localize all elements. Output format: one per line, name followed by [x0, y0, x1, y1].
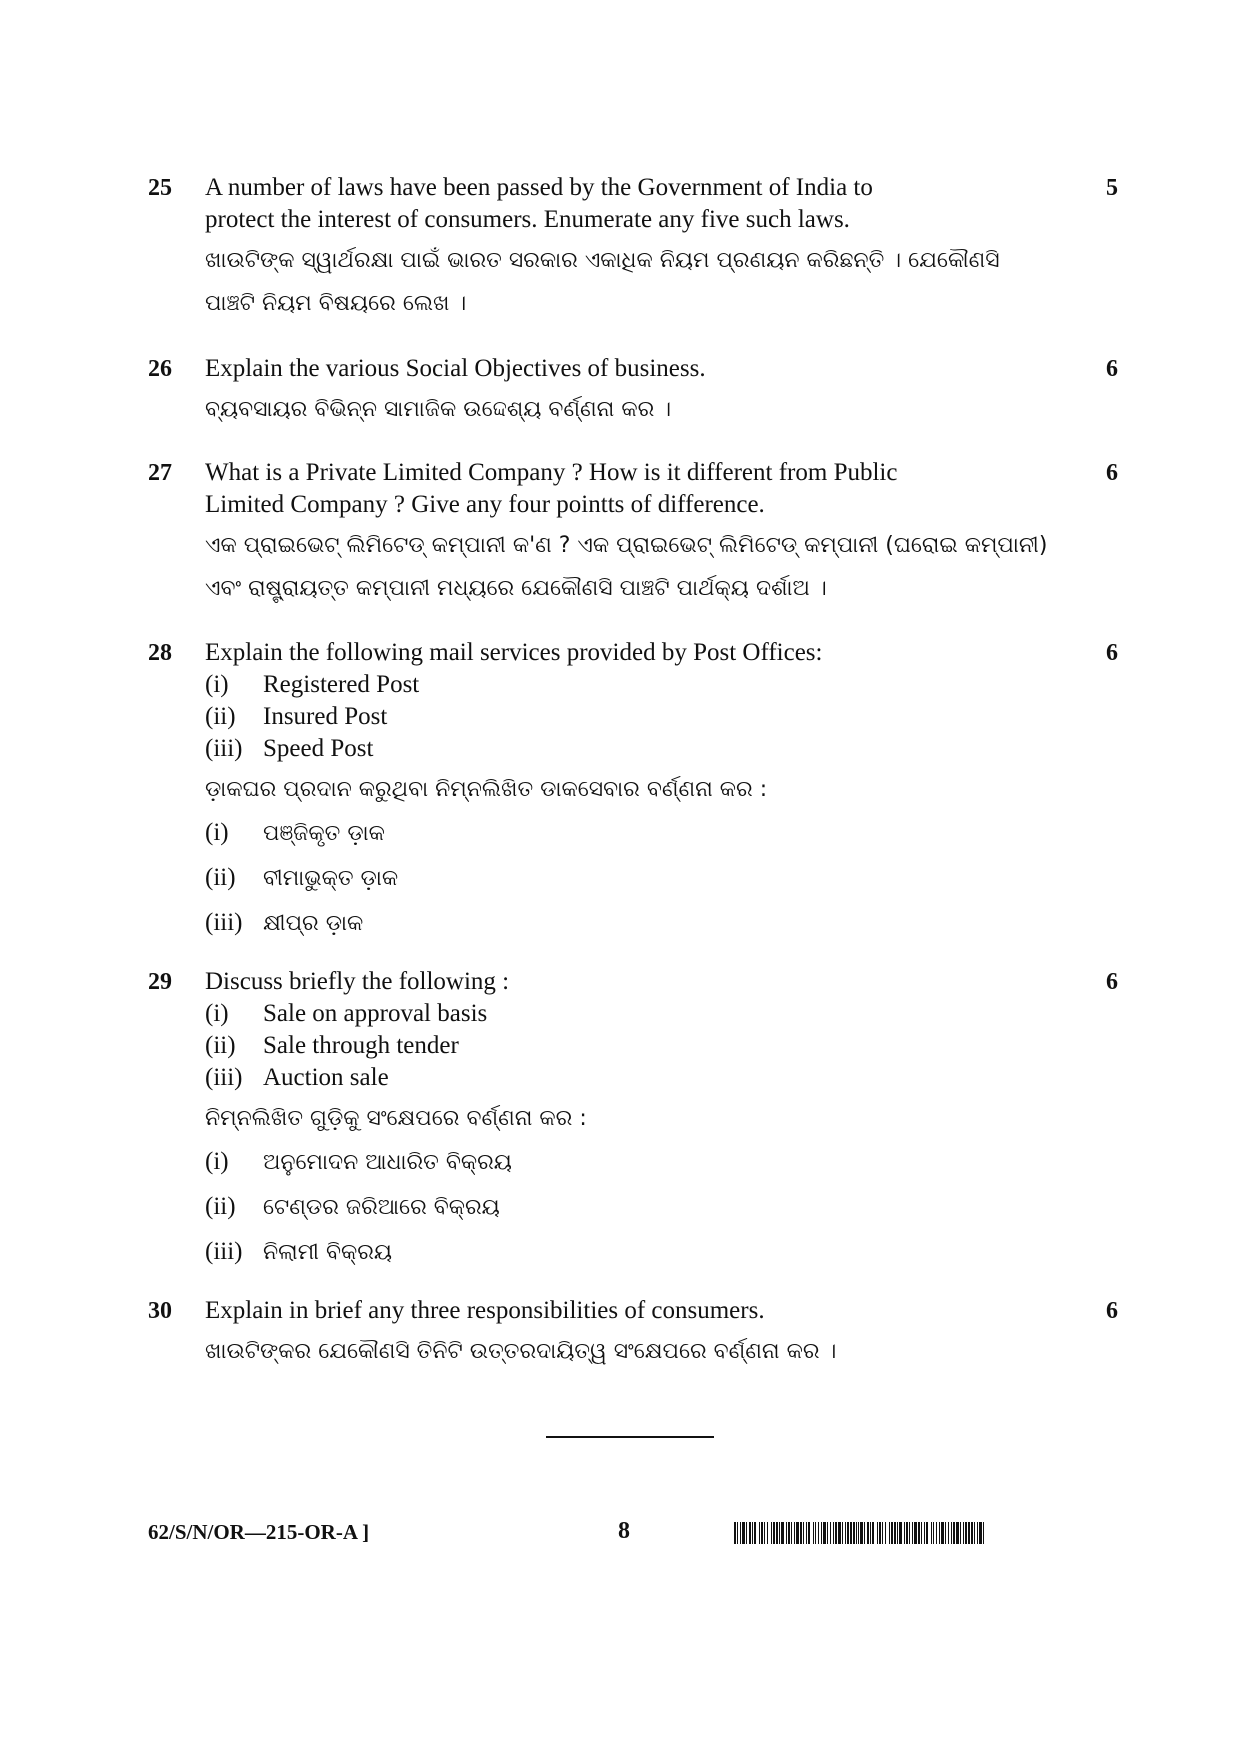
sub-item-text: Registered Post	[263, 671, 420, 698]
sub-item-label: (i)	[205, 1000, 229, 1027]
question-marks: 6	[1106, 640, 1118, 666]
question-marks: 6	[1106, 356, 1118, 382]
sub-item-en	[205, 701, 1045, 733]
sub-item-or	[205, 1230, 1045, 1275]
question-number: 27	[148, 460, 172, 486]
question-text-or: ଖାଉଟିଙ୍କର ଯେକୌଣସି ତିନିଟି ଉତ୍ତରଦାୟିତ୍ୱ ସଂକ୍ଷେପରେ ବର୍ଣ୍ଣନା କର ।	[205, 1339, 837, 1364]
question-body	[205, 637, 1045, 946]
sub-item-label: (i)	[205, 1148, 229, 1175]
question-text-or: ଏକ ପ୍ରାଇଭେଟ୍ ଲିମିଟେଡ୍ କମ୍ପାନୀ କ'ଣ ? ଏକ ପ୍ରାଇଭେଟ୍ ଲିମିଟେଡ୍ କମ୍ପାନୀ (ଘରୋଇ କମ୍ପାନୀ)	[205, 533, 1048, 558]
sub-item-or	[205, 901, 1045, 946]
sub-item-en	[205, 669, 1045, 701]
question-text-or: ପାଞ୍ଚଟି ନିୟମ ବିଷୟରେ ଲେଖ ।	[205, 291, 467, 316]
question-text-en: What is a Private Limited Company ? How is it different from Public	[205, 459, 898, 486]
question-text-or: ଖାଉଟିଙ୍କ ସ୍ୱାର୍ଥରକ୍ଷା ପାଇଁ ଭାରତ ସରକାର ଏକାଧିକ ନିୟମ ପ୍ରଣୟନ କରିଛନ୍ତି । ଯେକୌଣସି	[205, 248, 1000, 273]
sub-item-label: (ii)	[205, 1193, 236, 1220]
sub-item-en	[205, 998, 1045, 1030]
question-text-en: Explain the following mail services provided by Post Offices:	[205, 639, 823, 666]
question-marks: 6	[1106, 969, 1118, 995]
end-rule	[546, 1436, 714, 1438]
question-text-or: ଡ଼ାକଘର ପ୍ରଦାନ କରୁଥିବା ନିମ୍ନଲିଖିତ ଡାକସେବାର ବର୍ଣ୍ଣନା କର :	[205, 777, 768, 802]
sub-item-text: Sale on approval basis	[263, 1000, 488, 1027]
question-number: 30	[148, 1298, 172, 1324]
sub-item-text: ବୀମାଭୁକ୍ତ ଡ଼ାକ	[263, 866, 399, 891]
sub-item-text: କ୍ଷୀପ୍ର ଡ଼ାକ	[263, 911, 364, 936]
barcode-bar	[984, 1522, 986, 1544]
question-body	[205, 1295, 1045, 1373]
question-text-en: A number of laws have been passed by the Government of India to	[205, 174, 873, 201]
sub-item-text: Speed Post	[263, 735, 374, 762]
sub-item-label: (ii)	[205, 703, 236, 730]
sub-item-text: Sale through tender	[263, 1032, 459, 1059]
sub-item-label: (i)	[205, 671, 229, 698]
sub-item-label: (ii)	[205, 864, 236, 891]
question-text-or: ନିମ୍ନଲିଖିତ ଗୁଡ଼ିକୁ ସଂକ୍ଷେପରେ ବର୍ଣ୍ଣନା କର :	[205, 1106, 587, 1131]
sub-item-or	[205, 1185, 1045, 1230]
question-number: 28	[148, 640, 172, 666]
question-body	[205, 172, 1045, 325]
question-number: 29	[148, 969, 172, 995]
sub-item-text: Insured Post	[263, 703, 388, 730]
barcode-icon	[734, 1522, 986, 1544]
sub-item-label: (iii)	[205, 1064, 243, 1091]
page-number: 8	[618, 1518, 630, 1544]
sub-item-label: (ii)	[205, 1032, 236, 1059]
question-text-or: ଏବଂ ରାଷ୍ଟ୍ରାୟତ୍ତ କମ୍ପାନୀ ମଧ୍ୟରେ ଯେକୌଣସି ପାଞ୍ଚଟି ପାର୍ଥକ୍ୟ ଦର୍ଶାଅ ।	[205, 576, 827, 601]
question-body	[205, 353, 1045, 431]
sub-item-text: ଅନୁମୋଦନ ଆଧାରିତ ବିକ୍ରୟ	[263, 1150, 512, 1175]
sub-item-label: (i)	[205, 819, 229, 846]
question-number: 26	[148, 356, 172, 382]
question-text-en: Explain in brief any three responsibilities of consumers.	[205, 1297, 765, 1324]
sub-item-text: ଟେଣ୍ଡର ଜରିଆରେ ବିକ୍ରୟ	[263, 1195, 500, 1220]
question-marks: 6	[1106, 1298, 1118, 1324]
question-text-en: Explain the various Social Objectives of business.	[205, 355, 706, 382]
question-text-en: Limited Company ? Give any four pointts of difference.	[205, 491, 765, 518]
question-number: 25	[148, 175, 172, 201]
sub-item-or	[205, 1140, 1045, 1185]
sub-item-label: (iii)	[205, 909, 243, 936]
question-body	[205, 966, 1045, 1275]
sub-item-or	[205, 856, 1045, 901]
sub-item-en	[205, 1062, 1045, 1094]
question-text-en: Discuss briefly the following :	[205, 968, 510, 995]
sub-item-text: ନିଲାମୀ ବିକ୍ରୟ	[263, 1240, 393, 1265]
sub-item-or	[205, 811, 1045, 856]
sub-item-text: Auction sale	[263, 1064, 389, 1091]
sub-item-label: (iii)	[205, 1238, 243, 1265]
sub-item-en	[205, 1030, 1045, 1062]
sub-item-text: ପଞ୍ଜିକୃତ ଡ଼ାକ	[263, 821, 385, 846]
question-text-or: ବ୍ୟବସାୟର ବିଭିନ୍ନ ସାମାଜିକ ଉଦ୍ଦେଶ୍ୟ ବର୍ଣ୍ଣନା କର ।	[205, 397, 672, 422]
sub-item-en	[205, 733, 1045, 765]
paper-code: 62/S/N/OR—215-OR-A ]	[148, 1520, 370, 1544]
question-marks: 6	[1106, 460, 1118, 486]
question-body	[205, 457, 1048, 610]
question-text-en: protect the interest of consumers. Enumerate any five such laws.	[205, 206, 850, 233]
sub-item-label: (iii)	[205, 735, 243, 762]
question-marks: 5	[1106, 175, 1118, 201]
